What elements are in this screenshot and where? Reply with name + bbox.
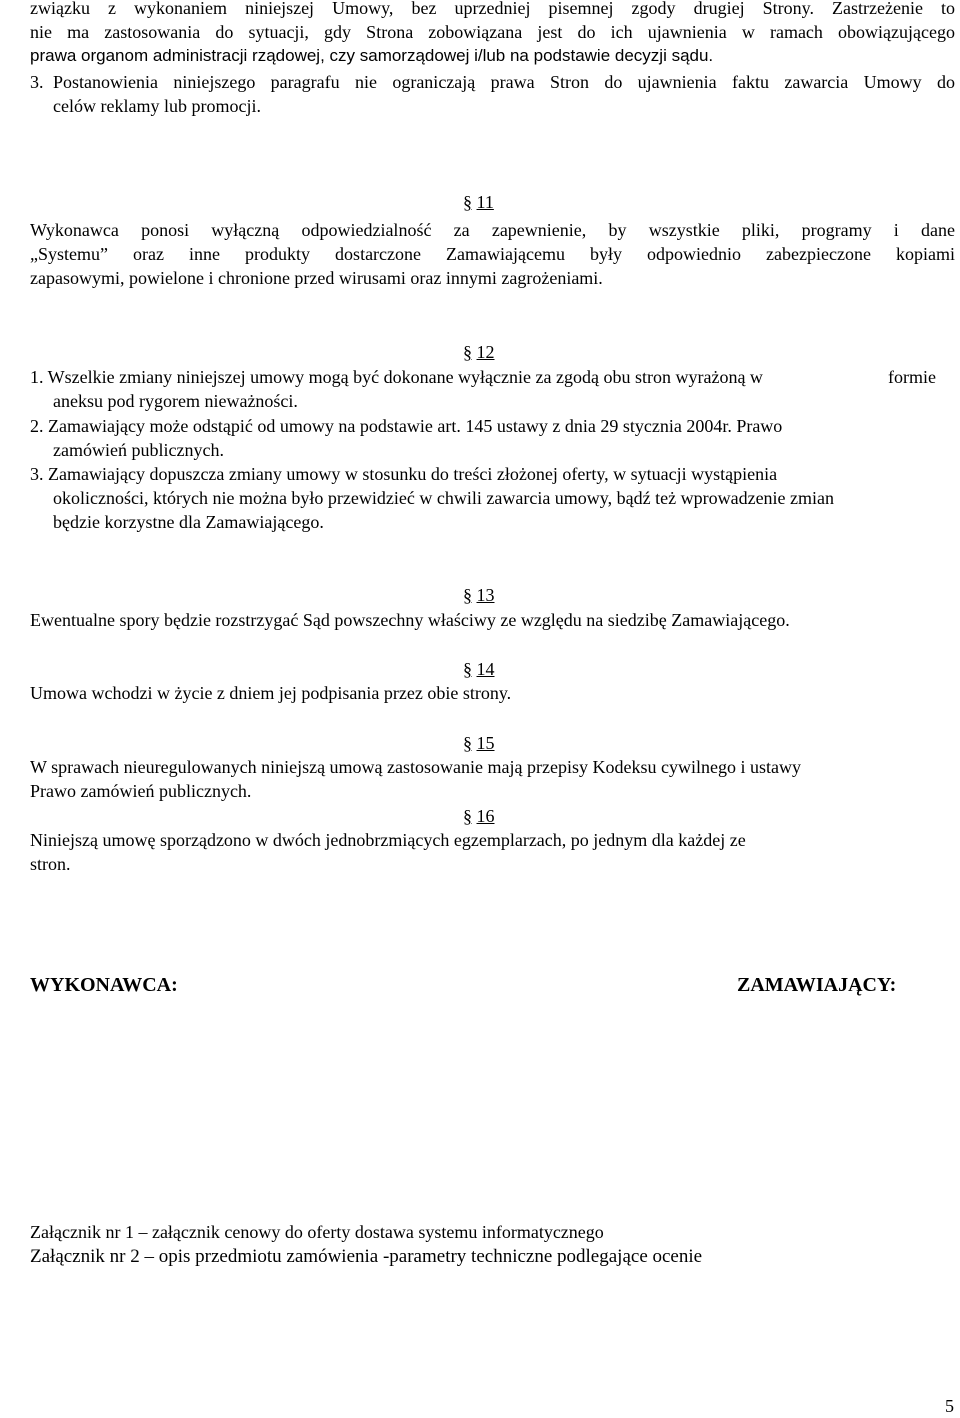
paragraph-line: aneksu pod rygorem nieważności. (53, 391, 298, 411)
paragraph-line: Umowa wchodzi w życie z dniem jej podpisania przez obie strony. (30, 683, 512, 703)
section-heading-16 (463, 804, 495, 828)
paragraph-line: formie (888, 367, 936, 387)
section-heading-11 (463, 190, 494, 214)
paragraph-line: 2. Zamawiający może odstąpić od umowy na podstawie art. 145 ustawy z dnia 29 stycznia 2004r. Prawo (30, 416, 783, 436)
paragraph-line: „Systemu” oraz inne produkty dostarczone Zamawiającemu były odpowiednio zabezpieczone kopiami (30, 244, 955, 264)
paragraph-line: prawa organom administracji rządowej, czy samorządowej i/lub na podstawie decyzji sądu. (30, 46, 714, 65)
page-number: 5 (945, 1396, 954, 1416)
section-symbol: § (463, 733, 472, 753)
section-number: 11 (476, 192, 494, 212)
section-symbol: § (463, 806, 472, 826)
paragraph-line: zamówień publicznych. (53, 440, 224, 460)
section-symbol: § (463, 342, 472, 362)
paragraph-line: Prawo zamówień publicznych. (30, 781, 252, 801)
paragraph-line: Ewentualne spory będzie rozstrzygać Sąd powszechny właściwy ze względu na siedzibę Zamawiającego. (30, 610, 790, 630)
section-heading-14 (463, 657, 495, 681)
signature-label-contractor: WYKONAWCA: (30, 974, 178, 996)
section-number: 14 (476, 659, 495, 679)
paragraph-line: nie ma zastosowania do sytuacji, gdy Strona zobowiązana jest do ich ujawnienia w ramach obowiązującego (30, 22, 955, 42)
section-symbol: § (463, 192, 472, 212)
paragraph-line: celów reklamy lub promocji. (53, 96, 261, 116)
paragraph-line: zapasowymi, powielone i chronione przed wirusami oraz innymi zagrożeniami. (30, 268, 603, 288)
list-number: 3. (30, 72, 44, 92)
attachment-line: Załącznik nr 2 – opis przedmiotu zamówienia -parametry techniczne podlegające ocenie (30, 1246, 703, 1267)
section-number: 12 (476, 342, 495, 362)
section-number: 15 (476, 733, 495, 753)
section-number: 13 (476, 585, 495, 605)
paragraph-line: W sprawach nieuregulowanych niniejszą umową zastosowanie mają przepisy Kodeksu cywilnego i ustawy (30, 757, 801, 777)
paragraph-line: 1. Wszelkie zmiany niniejszej umowy mogą być dokonane wyłącznie za zgodą obu stron wyrażoną w (30, 367, 763, 387)
paragraph-line: 3. Zamawiający dopuszcza zmiany umowy w stosunku do treści złożonej oferty, w sytuacji wystąpienia (30, 464, 778, 484)
section-number: 16 (476, 806, 495, 826)
signature-label-client: ZAMAWIAJĄCY: (737, 974, 897, 996)
section-heading-15 (463, 731, 495, 755)
paragraph-line: Wykonawca ponosi wyłączną odpowiedzialność za zapewnienie, by wszystkie pliki, programy i dane (30, 220, 955, 240)
paragraph-line: będzie korzystne dla Zamawiającego. (53, 512, 324, 532)
paragraph-line: okoliczności, których nie można było przewidzieć w chwili zawarcia umowy, bądź też wprowadzenie zmian (53, 488, 835, 508)
paragraph-line: Postanowienia niniejszego paragrafu nie ograniczają prawa Stron do ujawnienia faktu zawarcia Umowy do (53, 72, 955, 92)
section-heading-12 (463, 340, 495, 364)
section-symbol: § (463, 659, 472, 679)
section-heading-13 (463, 583, 495, 607)
paragraph-line: związku z wykonaniem niniejszej Umowy, bez uprzedniej pisemnej zgody drugiej Strony. Zastrzeżenie to (30, 0, 955, 18)
paragraph-line: stron. (30, 854, 71, 874)
paragraph-line: Niniejszą umowę sporządzono w dwóch jednobrzmiących egzemplarzach, po jednym dla każdej ze (30, 830, 746, 850)
attachment-line: Załącznik nr 1 – załącznik cenowy do oferty dostawa systemu informatycznego (30, 1222, 604, 1242)
section-symbol: § (463, 585, 472, 605)
